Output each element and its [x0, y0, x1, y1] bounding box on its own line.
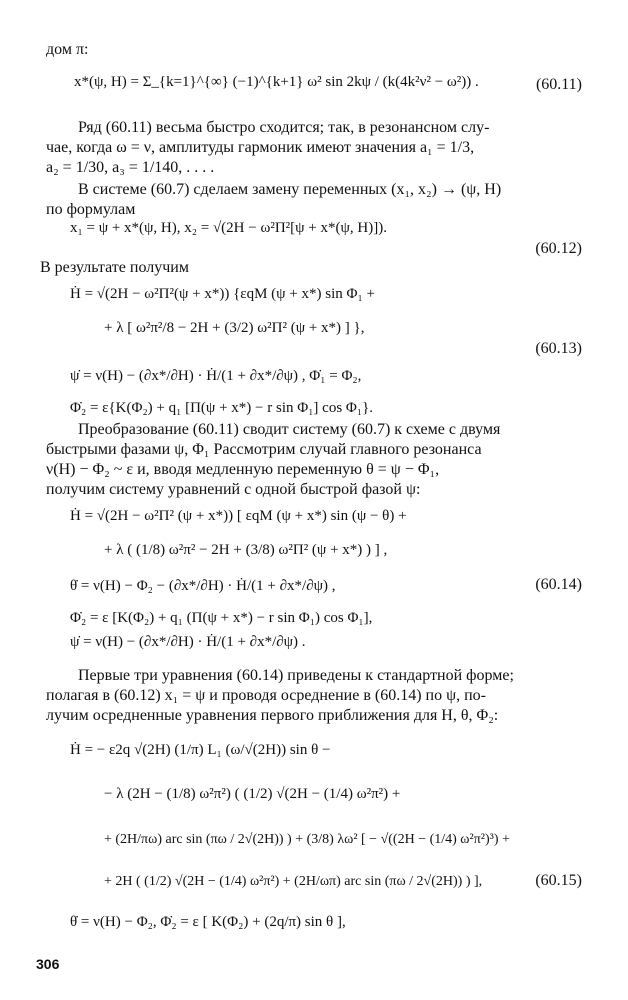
paragraph-4-line-3: ν(H) − Φ₂ ~ ε и, вводя медленную переменную θ = ψ − Φ₁, [46, 461, 440, 478]
page-number: 306 [36, 956, 60, 972]
equation-60-14-line-3: θ̇ = ν(H) − Φ₂ − (∂x*/∂H) · Ḣ/(1 + ∂x*/∂ψ) , [70, 578, 336, 594]
equation-60-15-line-1: Ḣ = − ε2q √(2H) (1/π) L₁ (ω/√(2H)) sin θ − [70, 742, 331, 758]
equation-number-60-15: (60.15) [535, 872, 582, 889]
paragraph-5-line-2: полагая в (60.12) x₁ = ψ и проводя осреднение в (60.14) по ψ, по- [46, 687, 486, 704]
paragraph-2-line-1: В системе (60.7) сделаем замену переменных (x₁, x₂) → (ψ, H) [78, 181, 502, 198]
paragraph-1-line-1: Ряд (60.11) весьма быстро сходится; так, в резонансном слу- [78, 119, 490, 136]
equation-60-15-line-3: + (2H/πω) arc sin (πω / 2√(2H)) ) + (3/8) λω² [ − √((2H − (1/4) ω²π²)³) + [104, 832, 510, 847]
equation-60-15-line-4: + 2H ( (1/2) √(2H − (1/4) ω²π²) + (2H/ωπ) arc sin (πω / 2√(2H)) ) ], [104, 874, 483, 889]
equation-60-13-line-2: + λ [ ω²π²/8 − 2H + (3/2) ω²Π² (ψ + x*) ] }, [104, 320, 365, 336]
equation-60-14-line-5: ψ̇ = ν(H) − (∂x*/∂H) · Ḣ/(1 + ∂x*/∂ψ) . [70, 634, 306, 650]
equation-60-13-line-1: Ḣ = √(2H − ω²Π²(ψ + x*)) {εqM (ψ + x*) sin Φ₁ + [70, 286, 375, 302]
paragraph-4-line-4: получим систему уравнений с одной быстрой фазой ψ: [46, 481, 421, 498]
equation-60-15-line-5: θ̇ = ν(H) − Φ₂, Φ̇₂ = ε [ K(Φ₂) + (2q/π) sin θ ], [70, 914, 346, 930]
equation-60-11: x*(ψ, H) = Σ_{k=1}^{∞} (−1)^{k+1} ω² sin 2kψ / (k(4k²ν² − ω²)) . [74, 74, 479, 90]
equation-60-15-line-2: − λ (2H − (1/8) ω²π²) ( (1/2) √(2H − (1/4) ω²π²) + [104, 786, 401, 802]
equation-60-12: x₁ = ψ + x*(ψ, H), x₂ = √(2H − ω²Π²[ψ + x*(ψ, H)]). [70, 220, 387, 236]
paragraph-3: В результате получим [40, 259, 189, 276]
equation-number-60-12: (60.12) [535, 240, 582, 257]
paragraph-4-line-1: Преобразование (60.11) сводит систему (60.7) к схеме с двумя [78, 421, 501, 438]
paragraph-4-line-2: быстрыми фазами ψ, Φ₁ Рассмотрим случай главного резонанса [46, 441, 482, 458]
equation-60-13-line-4: Φ̇₂ = ε{K(Φ₂) + q₁ [Π(ψ + x*) − r sin Φ₁] cos Φ₁}. [70, 400, 374, 416]
equation-number-60-13: (60.13) [535, 340, 582, 357]
equation-60-14-line-4: Φ̇₂ = ε [K(Φ₂) + q₁ (Π(ψ + x*) − r sin Φ₁) cos Φ₁], [70, 610, 373, 626]
equation-number-60-11: (60.11) [535, 76, 582, 93]
paragraph-1-line-2: чае, когда ω = ν, амплитуды гармоник имеют значения a₁ = 1/3, [46, 139, 475, 156]
equation-60-14-line-2: + λ ( (1/8) ω²π² − 2H + (3/8) ω²Π² (ψ + x*) ) ] , [104, 542, 388, 558]
paragraph-5-line-1: Первые три уравнения (60.14) приведены к стандартной форме; [78, 667, 514, 684]
equation-number-60-14: (60.14) [535, 576, 582, 593]
equation-60-13-line-3: ψ̇ = ν(H) − (∂x*/∂H) · Ḣ/(1 + ∂x*/∂ψ) , Φ̇₁ = Φ₂, [70, 368, 362, 384]
text-line-intro: дом π: [46, 41, 89, 58]
paragraph-1-line-3: a₂ = 1/30, a₃ = 1/140, . . . . [46, 159, 215, 176]
paragraph-5-line-3: лучим осредненные уравнения первого приближения для H, θ, Φ₂: [46, 707, 499, 724]
equation-60-14-line-1: Ḣ = √(2H − ω²Π² (ψ + x*)) [ εqM (ψ + x*) sin (ψ − θ) + [70, 508, 407, 524]
paragraph-2-line-2: по формулам [46, 201, 136, 218]
